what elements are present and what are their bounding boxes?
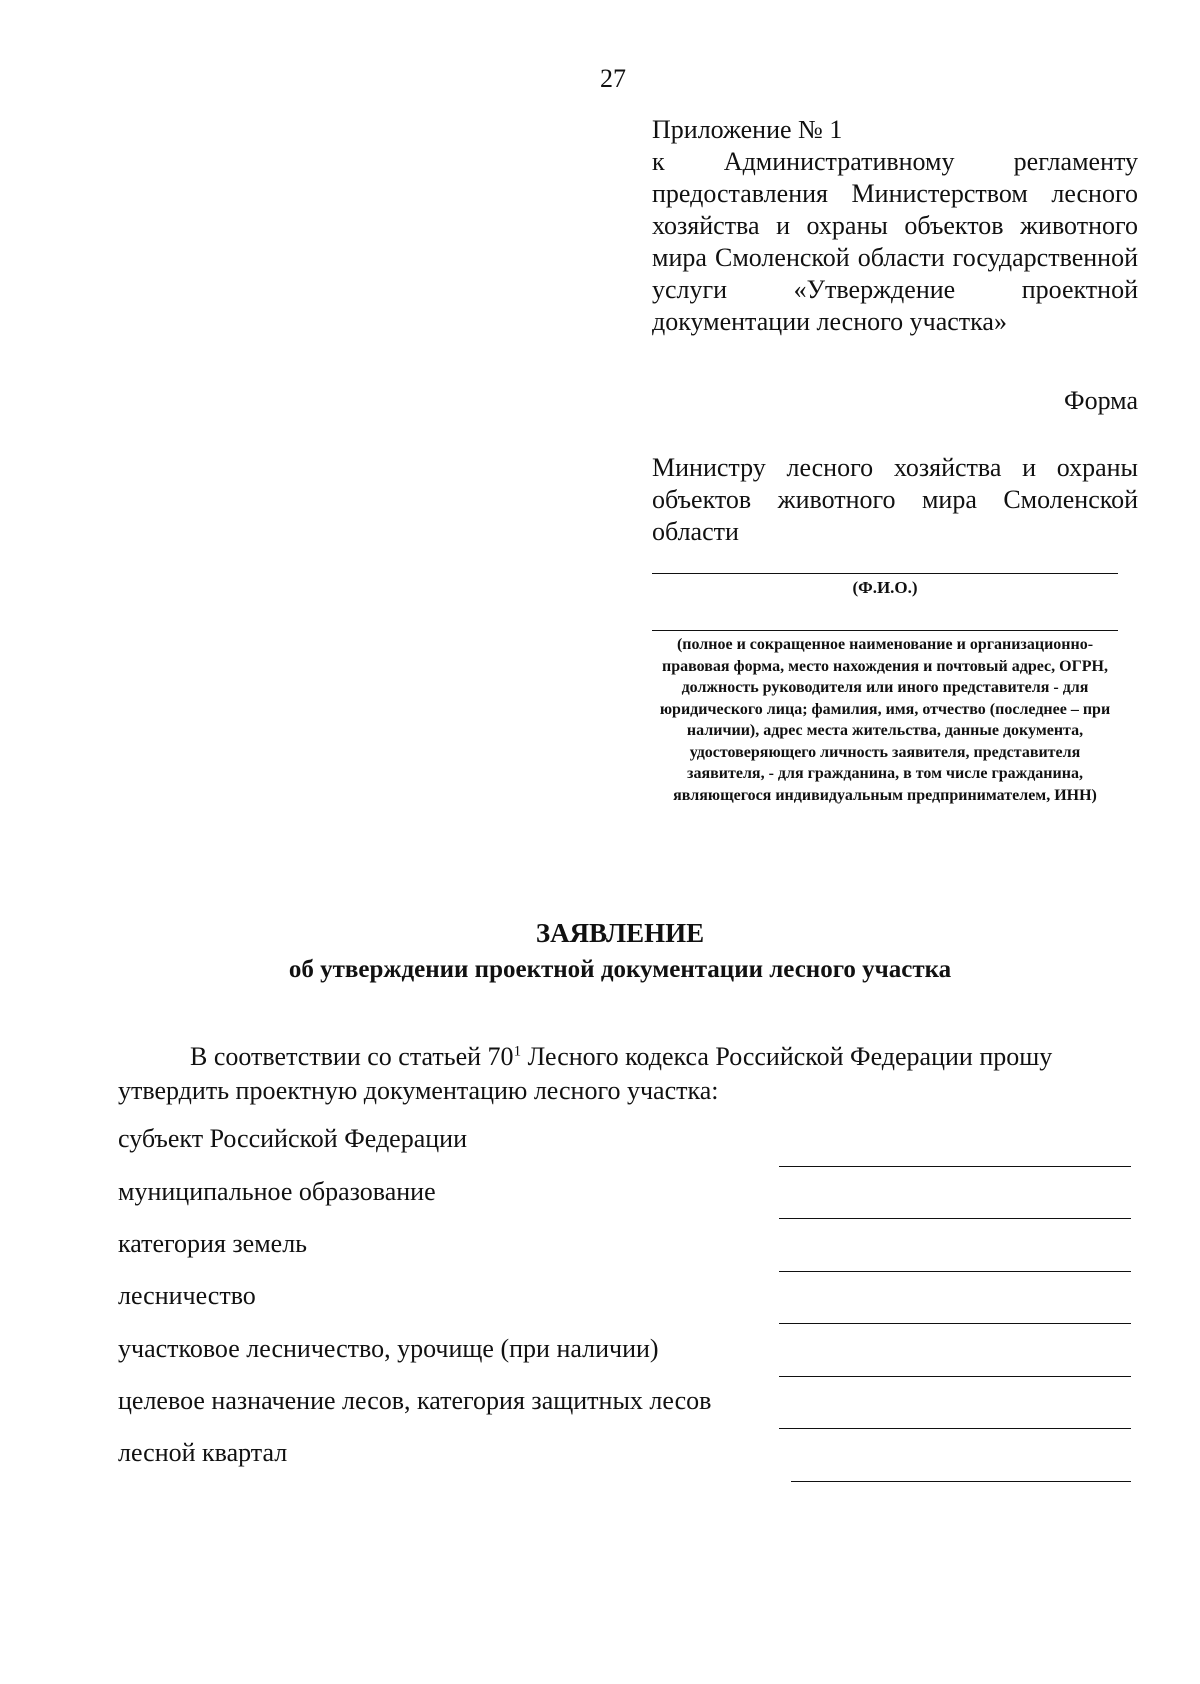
field-label-municipality: муниципальное образование [118,1177,436,1206]
intro-part1: В соответствии со статьей 70 [190,1042,514,1071]
field-line-subject[interactable] [779,1166,1131,1167]
field-label-district-forestry: участковое лесничество, урочище (при наличии) [118,1334,659,1363]
field-line-municipality[interactable] [779,1218,1131,1219]
field-line-forest-quarter[interactable] [791,1481,1131,1482]
appendix-body: к Административному регламенту предоставления Министерством лесного хозяйства и охраны объектов животного мира Смоленской области государственной услуги «Утверждение проектной документации лесного участка» [652,147,1138,336]
field-label-forest-purpose: целевое назначение лесов, категория защитных лесов [118,1386,712,1415]
intro-part2: Лесного кодекса Российской Федерации прошу утвердить проектную документацию лесного участка: [118,1042,1053,1105]
form-label: Форма [1064,386,1138,415]
addressee: Министру лесного хозяйства и охраны объектов животного мира Смоленской области [652,453,1138,546]
applicant-caption: (полное и сокращенное наименование и организационно-правовая форма, место нахождения и почтовый адрес, ОГРН, должность руководителя или иного представителя - для юридического лица; фамилия, имя, отчество (последнее – при наличии), адрес места жительства, данные документа, удостоверяющего личность заявителя, представителя заявителя, - для гражданина, в том числе гражданина, являющегося индивидуальным предпринимателем, ИНН) [659,636,1111,804]
article-superscript: 1 [513,1043,522,1060]
document-heading: ЗАЯВЛЕНИЕ [535,918,705,948]
fio-line [652,573,1118,574]
field-line-forestry[interactable] [779,1323,1131,1324]
applicant-line [652,630,1118,631]
intro-text [118,1040,1128,1108]
field-label-land-category: категория земель [118,1229,308,1258]
field-line-district-forestry[interactable] [779,1376,1131,1377]
appendix-block [652,114,1138,338]
appendix-title: Приложение № 1 [652,115,843,144]
field-label-forest-quarter: лесной квартал [118,1438,288,1467]
field-line-land-category[interactable] [779,1271,1131,1272]
field-label-subject: субъект Российской Федерации [118,1124,467,1153]
fio-caption: (Ф.И.О.) [852,578,918,597]
field-label-forestry: лесничество [118,1281,256,1310]
document-subheading: об утверждении проектной документации лесного участка [288,956,952,983]
field-line-forest-purpose[interactable] [779,1428,1131,1429]
page-number: 27 [600,64,626,93]
intro-paragraph [118,1040,1128,1108]
